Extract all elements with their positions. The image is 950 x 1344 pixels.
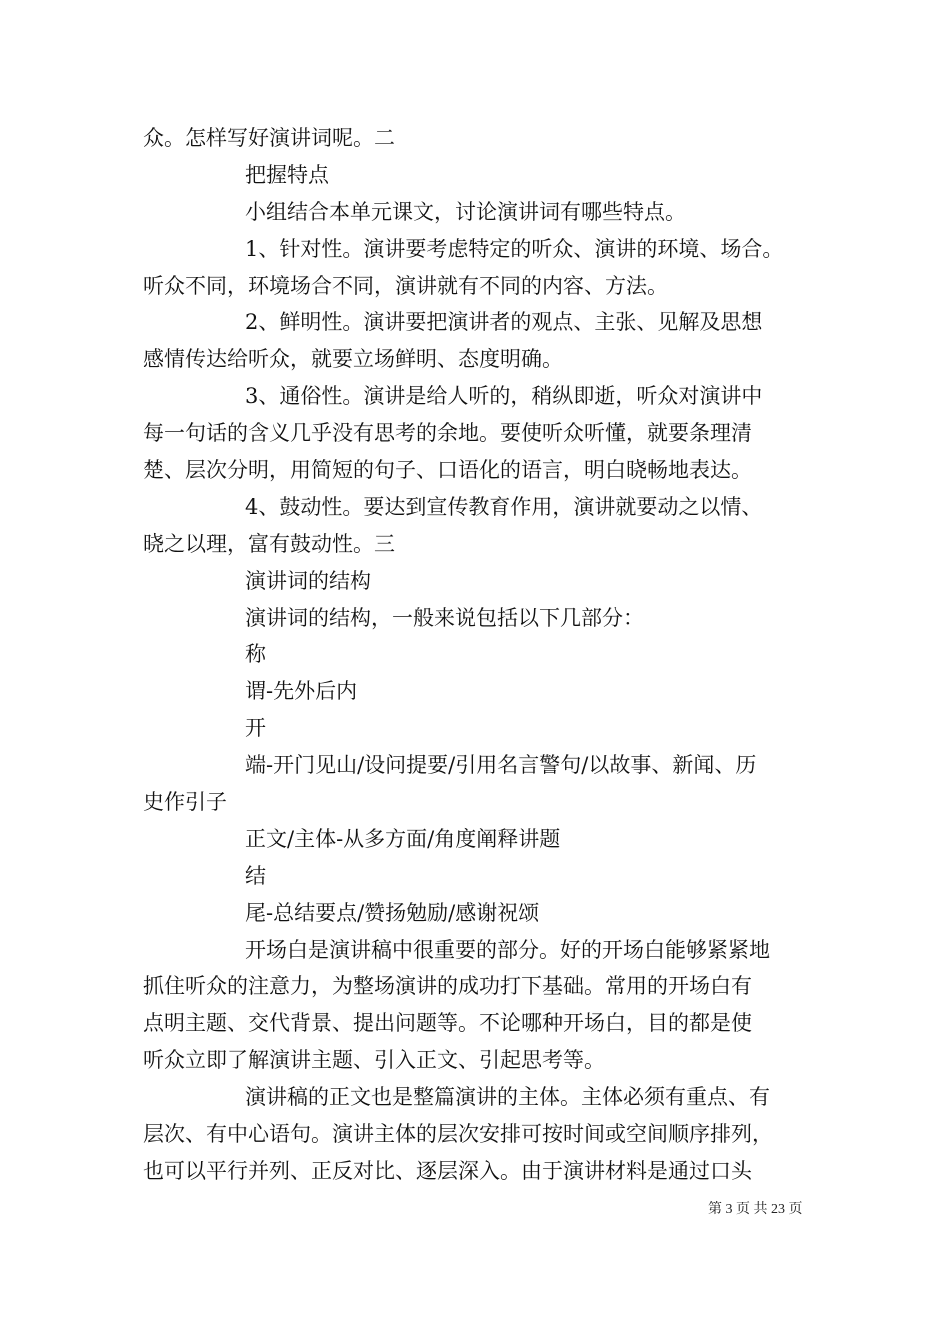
text-line: 谓-先外后内 <box>245 679 358 704</box>
text-line: 4、鼓动性。要达到宣传教育作用，演讲就要动之以情、 <box>245 494 763 519</box>
text-line: 称 <box>245 642 266 667</box>
text-line: 史作引子 <box>143 790 227 815</box>
text-line: 听众立即了解演讲主题、引入正文、引起思考等。 <box>143 1048 605 1073</box>
text-line: 演讲稿的正文也是整篇演讲的主体。主体必须有重点、有 <box>245 1085 770 1110</box>
text-line: 尾-总结要点/赞扬勉励/感谢祝颂 <box>245 900 540 925</box>
text-line: 3、通俗性。演讲是给人听的，稍纵即逝，听众对演讲中 <box>245 384 763 409</box>
text-line: 1、针对性。演讲要考虑特定的听众、演讲的环境、场合。 <box>245 236 784 261</box>
text-line: 开场白是演讲稿中很重要的部分。好的开场白能够紧紧地 <box>245 937 770 962</box>
text-line: 小组结合本单元课文，讨论演讲词有哪些特点。 <box>245 199 686 224</box>
text-line: 把握特点 <box>245 162 329 187</box>
text-line: 众。怎样写好演讲词呢。二 <box>143 126 395 150</box>
text-line: 晓之以理，富有鼓动性。三 <box>143 531 395 556</box>
text-line: 结 <box>245 863 266 888</box>
text-line: 开 <box>245 716 266 741</box>
text-line: 楚、层次分明，用简短的句子、口语化的语言，明白晓畅地表达。 <box>143 458 752 483</box>
text-line: 演讲词的结构 <box>245 568 371 593</box>
body-text <box>143 120 809 1190</box>
page-number: 第 3 页 共 23 页 <box>708 1202 803 1217</box>
text-line: 演讲词的结构，一般来说包括以下几部分： <box>245 605 644 630</box>
text-line: 抓住听众的注意力，为整场演讲的成功打下基础。常用的开场白有 <box>143 974 752 999</box>
text-line: 听众不同，环境场合不同，演讲就有不同的内容、方法。 <box>143 273 668 298</box>
text-line: 也可以平行并列、正反对比、逐层深入。由于演讲材料是通过口头 <box>143 1158 752 1183</box>
text-line: 端-开门见山/设问提要/引用名言警句/以故事、新闻、历 <box>245 753 757 778</box>
text-line: 感情传达给听众，就要立场鲜明、态度明确。 <box>143 347 563 372</box>
text-line: 正文/主体-从多方面/角度阐释讲题 <box>245 826 561 851</box>
text-line: 层次、有中心语句。演讲主体的层次安排可按时间或空间顺序排列， <box>143 1122 773 1147</box>
text-line: 2、鲜明性。演讲要把演讲者的观点、主张、见解及思想 <box>245 310 763 335</box>
text-line: 每一句话的含义几乎没有思考的余地。要使听众听懂，就要条理清 <box>143 421 752 446</box>
text-line: 点明主题、交代背景、提出问题等。不论哪种开场白，目的都是使 <box>143 1011 752 1036</box>
